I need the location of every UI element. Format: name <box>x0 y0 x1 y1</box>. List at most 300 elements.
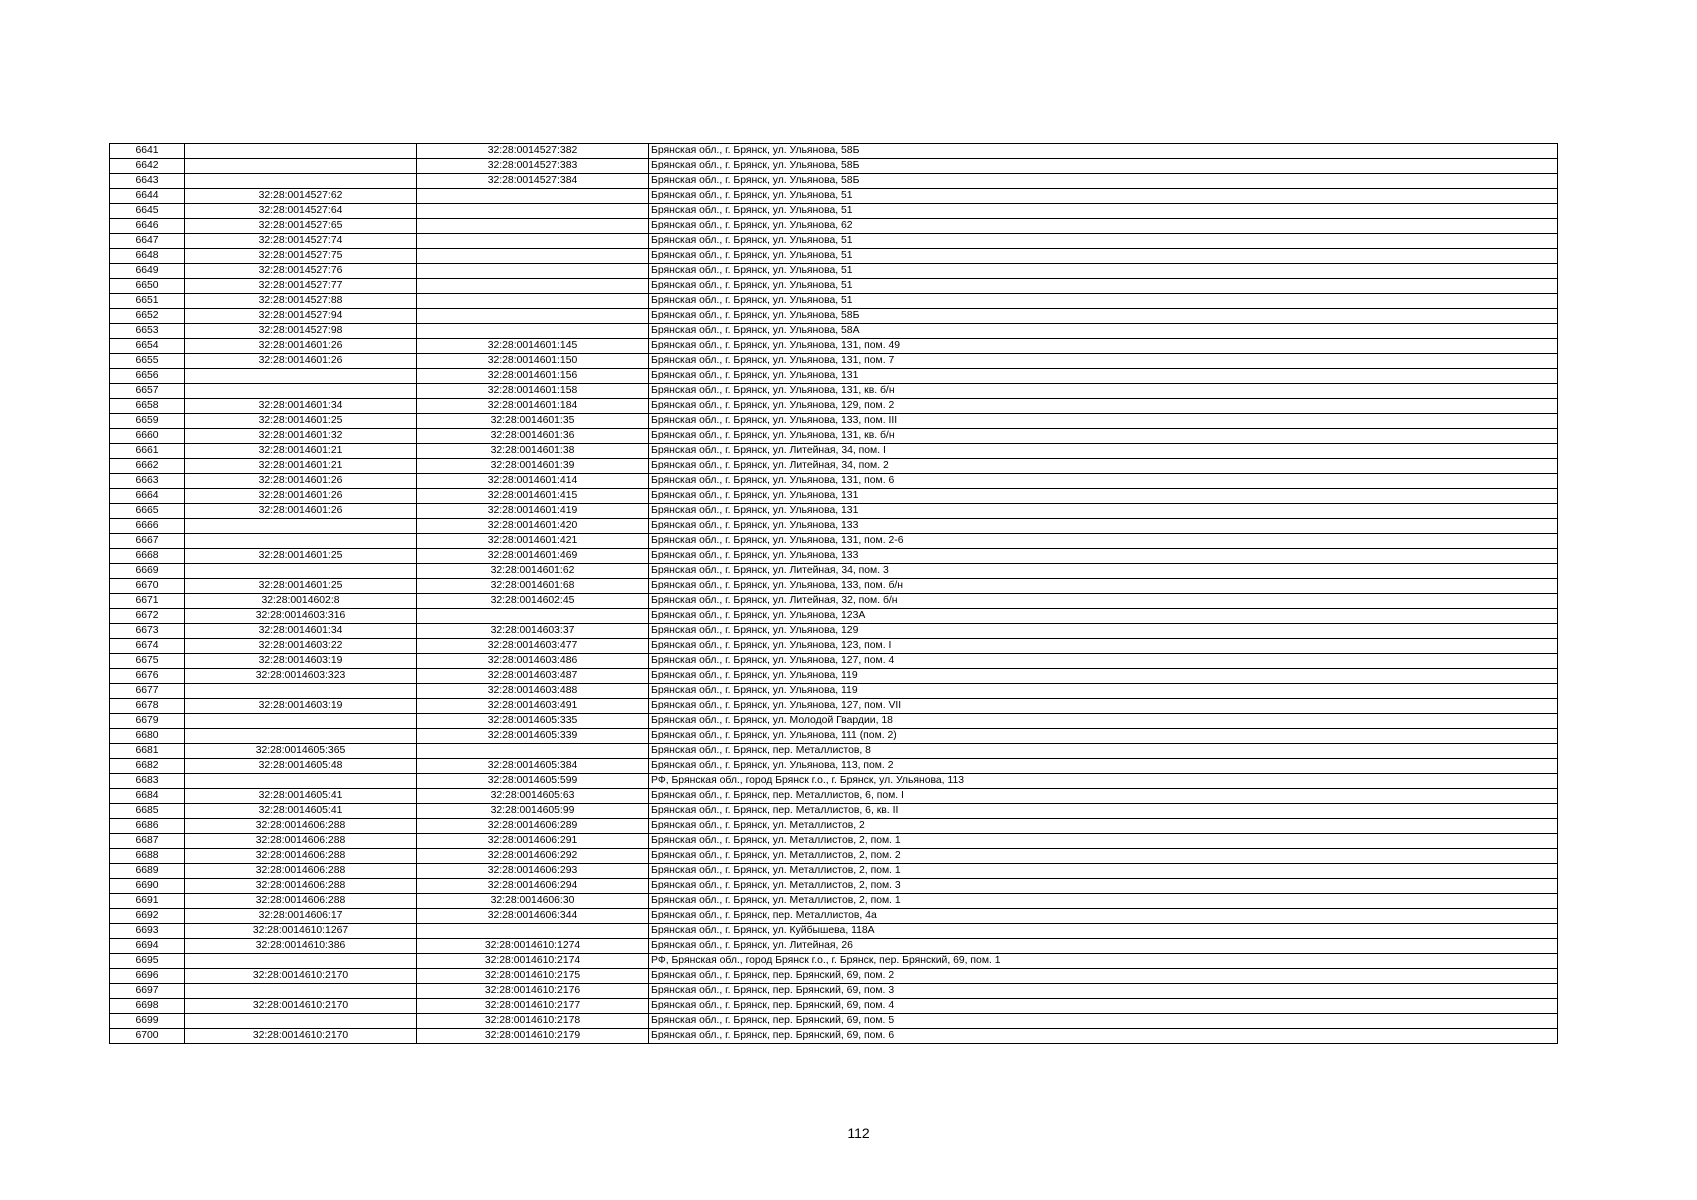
row-number-cell: 6648 <box>110 249 185 264</box>
row-number-cell: 6666 <box>110 519 185 534</box>
row-number-cell: 6646 <box>110 219 185 234</box>
table-row <box>110 549 1558 564</box>
land-cadastral-number-cell <box>185 564 417 579</box>
land-cadastral-number-cell <box>185 774 417 789</box>
land-cadastral-number-cell: 32:28:0014606:288 <box>185 849 417 864</box>
land-cadastral-number-cell <box>185 384 417 399</box>
table-row <box>110 294 1558 309</box>
table-row <box>110 774 1558 789</box>
table-row <box>110 744 1558 759</box>
row-number-cell: 6662 <box>110 459 185 474</box>
row-number-cell: 6643 <box>110 174 185 189</box>
land-cadastral-number-cell <box>185 984 417 999</box>
row-number-cell: 6667 <box>110 534 185 549</box>
row-number-cell: 6642 <box>110 159 185 174</box>
address-cell: Брянская обл., г. Брянск, ул. Ульянова, 51 <box>649 264 1558 279</box>
table-row <box>110 384 1558 399</box>
land-cadastral-number-cell: 32:28:0014605:365 <box>185 744 417 759</box>
land-cadastral-number-cell: 32:28:0014601:26 <box>185 354 417 369</box>
land-cadastral-number-cell: 32:28:0014601:25 <box>185 549 417 564</box>
row-number-cell: 6650 <box>110 279 185 294</box>
object-cadastral-number-cell: 32:28:0014601:35 <box>417 414 649 429</box>
table-row <box>110 624 1558 639</box>
row-number-cell: 6672 <box>110 609 185 624</box>
object-cadastral-number-cell: 32:28:0014610:1274 <box>417 939 649 954</box>
row-number-cell: 6657 <box>110 384 185 399</box>
object-cadastral-number-cell: 32:28:0014601:184 <box>417 399 649 414</box>
row-number-cell: 6677 <box>110 684 185 699</box>
address-cell: Брянская обл., г. Брянск, ул. Ульянова, 119 <box>649 684 1558 699</box>
object-cadastral-number-cell: 32:28:0014601:36 <box>417 429 649 444</box>
land-cadastral-number-cell: 32:28:0014603:323 <box>185 669 417 684</box>
object-cadastral-number-cell: 32:28:0014527:382 <box>417 144 649 159</box>
row-number-cell: 6676 <box>110 669 185 684</box>
row-number-cell: 6682 <box>110 759 185 774</box>
table-row <box>110 234 1558 249</box>
row-number-cell: 6689 <box>110 864 185 879</box>
object-cadastral-number-cell: 32:28:0014601:150 <box>417 354 649 369</box>
row-number-cell: 6683 <box>110 774 185 789</box>
object-cadastral-number-cell: 32:28:0014602:45 <box>417 594 649 609</box>
table-row <box>110 594 1558 609</box>
land-cadastral-number-cell <box>185 684 417 699</box>
object-cadastral-number-cell: 32:28:0014601:415 <box>417 489 649 504</box>
land-cadastral-number-cell: 32:28:0014610:1267 <box>185 924 417 939</box>
land-cadastral-number-cell: 32:28:0014606:288 <box>185 834 417 849</box>
land-cadastral-number-cell: 32:28:0014527:62 <box>185 189 417 204</box>
land-cadastral-number-cell <box>185 729 417 744</box>
address-cell: Брянская обл., г. Брянск, ул. Ульянова, 129, пом. 2 <box>649 399 1558 414</box>
object-cadastral-number-cell: 32:28:0014605:63 <box>417 789 649 804</box>
address-cell: Брянская обл., г. Брянск, ул. Ульянова, 62 <box>649 219 1558 234</box>
object-cadastral-number-cell: 32:28:0014605:339 <box>417 729 649 744</box>
object-cadastral-number-cell: 32:28:0014603:491 <box>417 699 649 714</box>
object-cadastral-number-cell: 32:28:0014606:289 <box>417 819 649 834</box>
address-cell: Брянская обл., г. Брянск, ул. Ульянова, 119 <box>649 669 1558 684</box>
address-cell: Брянская обл., г. Брянск, ул. Металлистов, 2, пом. 3 <box>649 879 1558 894</box>
object-cadastral-number-cell: 32:28:0014601:39 <box>417 459 649 474</box>
table-row <box>110 669 1558 684</box>
land-cadastral-number-cell <box>185 1014 417 1029</box>
table-row <box>110 504 1558 519</box>
row-number-cell: 6681 <box>110 744 185 759</box>
address-cell: Брянская обл., г. Брянск, пер. Брянский, 69, пом. 2 <box>649 969 1558 984</box>
object-cadastral-number-cell: 32:28:0014605:384 <box>417 759 649 774</box>
object-cadastral-number-cell: 32:28:0014610:2179 <box>417 1029 649 1044</box>
table-row <box>110 189 1558 204</box>
table-row <box>110 564 1558 579</box>
object-cadastral-number-cell: 32:28:0014603:487 <box>417 669 649 684</box>
row-number-cell: 6665 <box>110 504 185 519</box>
address-cell: Брянская обл., г. Брянск, ул. Ульянова, 58А <box>649 324 1558 339</box>
object-cadastral-number-cell: 32:28:0014610:2174 <box>417 954 649 969</box>
address-cell: Брянская обл., г. Брянск, ул. Ульянова, 123А <box>649 609 1558 624</box>
row-number-cell: 6692 <box>110 909 185 924</box>
row-number-cell: 6686 <box>110 819 185 834</box>
table-row <box>110 999 1558 1014</box>
object-cadastral-number-cell <box>417 219 649 234</box>
row-number-cell: 6654 <box>110 339 185 354</box>
address-cell: Брянская обл., г. Брянск, ул. Ульянова, 131, пом. 7 <box>649 354 1558 369</box>
address-cell: Брянская обл., г. Брянск, ул. Ульянова, 131, пом. 6 <box>649 474 1558 489</box>
table-row <box>110 804 1558 819</box>
row-number-cell: 6652 <box>110 309 185 324</box>
object-cadastral-number-cell: 32:28:0014601:420 <box>417 519 649 534</box>
object-cadastral-number-cell: 32:28:0014527:384 <box>417 174 649 189</box>
row-number-cell: 6651 <box>110 294 185 309</box>
address-cell: Брянская обл., г. Брянск, ул. Ульянова, 58Б <box>649 144 1558 159</box>
object-cadastral-number-cell: 32:28:0014527:383 <box>417 159 649 174</box>
land-cadastral-number-cell: 32:28:0014610:386 <box>185 939 417 954</box>
land-cadastral-number-cell: 32:28:0014601:26 <box>185 339 417 354</box>
address-cell: Брянская обл., г. Брянск, ул. Ульянова, 51 <box>649 294 1558 309</box>
table-row <box>110 309 1558 324</box>
table-row <box>110 879 1558 894</box>
table-row <box>110 714 1558 729</box>
row-number-cell: 6656 <box>110 369 185 384</box>
land-cadastral-number-cell <box>185 954 417 969</box>
land-cadastral-number-cell <box>185 174 417 189</box>
address-cell: Брянская обл., г. Брянск, ул. Металлистов, 2, пом. 1 <box>649 864 1558 879</box>
object-cadastral-number-cell <box>417 609 649 624</box>
object-cadastral-number-cell: 32:28:0014610:2177 <box>417 999 649 1014</box>
row-number-cell: 6653 <box>110 324 185 339</box>
address-cell: Брянская обл., г. Брянск, ул. Ульянова, 133 <box>649 549 1558 564</box>
land-cadastral-number-cell: 32:28:0014610:2170 <box>185 1029 417 1044</box>
land-cadastral-number-cell <box>185 144 417 159</box>
row-number-cell: 6685 <box>110 804 185 819</box>
address-cell: Брянская обл., г. Брянск, ул. Металлистов, 2 <box>649 819 1558 834</box>
address-cell: Брянская обл., г. Брянск, ул. Литейная, 26 <box>649 939 1558 954</box>
table-row <box>110 249 1558 264</box>
row-number-cell: 6645 <box>110 204 185 219</box>
land-cadastral-number-cell: 32:28:0014603:316 <box>185 609 417 624</box>
land-cadastral-number-cell: 32:28:0014605:41 <box>185 789 417 804</box>
row-number-cell: 6696 <box>110 969 185 984</box>
address-cell: Брянская обл., г. Брянск, ул. Ульянова, 58Б <box>649 174 1558 189</box>
address-cell: Брянская обл., г. Брянск, ул. Ульянова, 133, пом. III <box>649 414 1558 429</box>
table-row <box>110 414 1558 429</box>
land-cadastral-number-cell: 32:28:0014606:288 <box>185 819 417 834</box>
table-row <box>110 819 1558 834</box>
address-cell: Брянская обл., г. Брянск, ул. Ульянова, 51 <box>649 234 1558 249</box>
table-row <box>110 264 1558 279</box>
land-cadastral-number-cell: 32:28:0014601:26 <box>185 504 417 519</box>
table-row <box>110 924 1558 939</box>
address-cell: Брянская обл., г. Брянск, ул. Ульянова, 58Б <box>649 159 1558 174</box>
row-number-cell: 6688 <box>110 849 185 864</box>
object-cadastral-number-cell: 32:28:0014601:414 <box>417 474 649 489</box>
table-row <box>110 954 1558 969</box>
page-number: 112 <box>847 1125 870 1141</box>
table-row <box>110 639 1558 654</box>
object-cadastral-number-cell: 32:28:0014603:37 <box>417 624 649 639</box>
object-cadastral-number-cell: 32:28:0014606:30 <box>417 894 649 909</box>
land-cadastral-number-cell: 32:28:0014610:2170 <box>185 969 417 984</box>
object-cadastral-number-cell: 32:28:0014603:486 <box>417 654 649 669</box>
table-row <box>110 519 1558 534</box>
address-cell: Брянская обл., г. Брянск, ул. Литейная, 34, пом. I <box>649 444 1558 459</box>
row-number-cell: 6690 <box>110 879 185 894</box>
land-cadastral-number-cell: 32:28:0014527:94 <box>185 309 417 324</box>
land-cadastral-number-cell: 32:28:0014527:74 <box>185 234 417 249</box>
land-cadastral-number-cell: 32:28:0014601:34 <box>185 624 417 639</box>
object-cadastral-number-cell: 32:28:0014610:2175 <box>417 969 649 984</box>
address-cell: Брянская обл., г. Брянск, ул. Ульянова, 131, пом. 2-6 <box>649 534 1558 549</box>
object-cadastral-number-cell: 32:28:0014610:2178 <box>417 1014 649 1029</box>
land-cadastral-number-cell: 32:28:0014527:65 <box>185 219 417 234</box>
registry-table-body <box>110 144 1558 1044</box>
object-cadastral-number-cell: 32:28:0014610:2176 <box>417 984 649 999</box>
address-cell: Брянская обл., г. Брянск, ул. Литейная, 32, пом. б/н <box>649 594 1558 609</box>
land-cadastral-number-cell: 32:28:0014601:26 <box>185 489 417 504</box>
land-cadastral-number-cell <box>185 369 417 384</box>
table-row <box>110 894 1558 909</box>
row-number-cell: 6691 <box>110 894 185 909</box>
land-cadastral-number-cell: 32:28:0014603:22 <box>185 639 417 654</box>
address-cell: Брянская обл., г. Брянск, пер. Брянский, 69, пом. 4 <box>649 999 1558 1014</box>
address-cell: Брянская обл., г. Брянск, ул. Ульянова, 51 <box>649 279 1558 294</box>
land-cadastral-number-cell: 32:28:0014605:48 <box>185 759 417 774</box>
address-cell: Брянская обл., г. Брянск, пер. Брянский, 69, пом. 6 <box>649 1029 1558 1044</box>
address-cell: Брянская обл., г. Брянск, ул. Куйбышева, 118А <box>649 924 1558 939</box>
table-row <box>110 609 1558 624</box>
object-cadastral-number-cell: 32:28:0014601:158 <box>417 384 649 399</box>
address-cell: Брянская обл., г. Брянск, ул. Ульянова, 123, пом. I <box>649 639 1558 654</box>
row-number-cell: 6684 <box>110 789 185 804</box>
object-cadastral-number-cell: 32:28:0014603:488 <box>417 684 649 699</box>
table-row <box>110 444 1558 459</box>
land-cadastral-number-cell <box>185 159 417 174</box>
table-row <box>110 654 1558 669</box>
address-cell: Брянская обл., г. Брянск, ул. Ульянова, 131 <box>649 369 1558 384</box>
table-row <box>110 144 1558 159</box>
table-row <box>110 369 1558 384</box>
address-cell: Брянская обл., г. Брянск, ул. Ульянова, 127, пом. VII <box>649 699 1558 714</box>
address-cell: Брянская обл., г. Брянск, ул. Молодой Гвардии, 18 <box>649 714 1558 729</box>
object-cadastral-number-cell: 32:28:0014601:62 <box>417 564 649 579</box>
row-number-cell: 6663 <box>110 474 185 489</box>
address-cell: Брянская обл., г. Брянск, ул. Ульянова, 131 <box>649 504 1558 519</box>
land-cadastral-number-cell: 32:28:0014601:26 <box>185 474 417 489</box>
row-number-cell: 6695 <box>110 954 185 969</box>
land-cadastral-number-cell: 32:28:0014601:34 <box>185 399 417 414</box>
registry-table <box>109 143 1558 1044</box>
address-cell: Брянская обл., г. Брянск, ул. Литейная, 34, пом. 2 <box>649 459 1558 474</box>
land-cadastral-number-cell: 32:28:0014527:88 <box>185 294 417 309</box>
row-number-cell: 6641 <box>110 144 185 159</box>
table-row <box>110 339 1558 354</box>
table-row <box>110 939 1558 954</box>
land-cadastral-number-cell: 32:28:0014601:21 <box>185 459 417 474</box>
address-cell: Брянская обл., г. Брянск, ул. Литейная, 34, пом. 3 <box>649 564 1558 579</box>
table-row <box>110 684 1558 699</box>
table-row <box>110 969 1558 984</box>
land-cadastral-number-cell: 32:28:0014601:25 <box>185 414 417 429</box>
address-cell: Брянская обл., г. Брянск, ул. Ульянова, 113, пом. 2 <box>649 759 1558 774</box>
object-cadastral-number-cell <box>417 309 649 324</box>
address-cell: Брянская обл., г. Брянск, ул. Ульянова, 51 <box>649 249 1558 264</box>
land-cadastral-number-cell: 32:28:0014527:76 <box>185 264 417 279</box>
table-row <box>110 429 1558 444</box>
object-cadastral-number-cell: 32:28:0014606:291 <box>417 834 649 849</box>
row-number-cell: 6670 <box>110 579 185 594</box>
row-number-cell: 6664 <box>110 489 185 504</box>
row-number-cell: 6660 <box>110 429 185 444</box>
table-row <box>110 1029 1558 1044</box>
object-cadastral-number-cell <box>417 324 649 339</box>
row-number-cell: 6655 <box>110 354 185 369</box>
address-cell: Брянская обл., г. Брянск, пер. Брянский, 69, пом. 5 <box>649 1014 1558 1029</box>
address-cell: Брянская обл., г. Брянск, ул. Ульянова, 131 <box>649 489 1558 504</box>
object-cadastral-number-cell <box>417 249 649 264</box>
land-cadastral-number-cell <box>185 714 417 729</box>
row-number-cell: 6700 <box>110 1029 185 1044</box>
land-cadastral-number-cell <box>185 519 417 534</box>
land-cadastral-number-cell: 32:28:0014610:2170 <box>185 999 417 1014</box>
object-cadastral-number-cell: 32:28:0014601:145 <box>417 339 649 354</box>
row-number-cell: 6680 <box>110 729 185 744</box>
address-cell: Брянская обл., г. Брянск, пер. Металлистов, 8 <box>649 744 1558 759</box>
object-cadastral-number-cell: 32:28:0014601:419 <box>417 504 649 519</box>
table-row <box>110 354 1558 369</box>
row-number-cell: 6669 <box>110 564 185 579</box>
object-cadastral-number-cell: 32:28:0014606:293 <box>417 864 649 879</box>
address-cell: Брянская обл., г. Брянск, ул. Металлистов, 2, пом. 2 <box>649 849 1558 864</box>
land-cadastral-number-cell: 32:28:0014527:77 <box>185 279 417 294</box>
address-cell: Брянская обл., г. Брянск, ул. Ульянова, 127, пом. 4 <box>649 654 1558 669</box>
row-number-cell: 6698 <box>110 999 185 1014</box>
land-cadastral-number-cell <box>185 534 417 549</box>
row-number-cell: 6678 <box>110 699 185 714</box>
object-cadastral-number-cell: 32:28:0014605:335 <box>417 714 649 729</box>
land-cadastral-number-cell: 32:28:0014527:98 <box>185 324 417 339</box>
table-row <box>110 204 1558 219</box>
object-cadastral-number-cell <box>417 924 649 939</box>
row-number-cell: 6679 <box>110 714 185 729</box>
object-cadastral-number-cell: 32:28:0014601:469 <box>417 549 649 564</box>
address-cell: Брянская обл., г. Брянск, ул. Ульянова, 51 <box>649 204 1558 219</box>
row-number-cell: 6661 <box>110 444 185 459</box>
land-cadastral-number-cell: 32:28:0014603:19 <box>185 699 417 714</box>
land-cadastral-number-cell: 32:28:0014601:32 <box>185 429 417 444</box>
table-row <box>110 699 1558 714</box>
object-cadastral-number-cell: 32:28:0014601:421 <box>417 534 649 549</box>
land-cadastral-number-cell: 32:28:0014602:8 <box>185 594 417 609</box>
address-cell: Брянская обл., г. Брянск, ул. Металлистов, 2, пом. 1 <box>649 894 1558 909</box>
address-cell: Брянская обл., г. Брянск, пер. Металлистов, 6, кв. II <box>649 804 1558 819</box>
address-cell: Брянская обл., г. Брянск, ул. Ульянова, 129 <box>649 624 1558 639</box>
row-number-cell: 6671 <box>110 594 185 609</box>
table-row <box>110 219 1558 234</box>
address-cell: Брянская обл., г. Брянск, ул. Ульянова, 51 <box>649 189 1558 204</box>
address-cell: Брянская обл., г. Брянск, ул. Металлистов, 2, пом. 1 <box>649 834 1558 849</box>
table-row <box>110 789 1558 804</box>
land-cadastral-number-cell: 32:28:0014606:288 <box>185 864 417 879</box>
row-number-cell: 6699 <box>110 1014 185 1029</box>
object-cadastral-number-cell: 32:28:0014601:38 <box>417 444 649 459</box>
row-number-cell: 6687 <box>110 834 185 849</box>
table-row <box>110 399 1558 414</box>
land-cadastral-number-cell: 32:28:0014606:288 <box>185 879 417 894</box>
object-cadastral-number-cell: 32:28:0014605:99 <box>417 804 649 819</box>
table-row <box>110 1014 1558 1029</box>
row-number-cell: 6647 <box>110 234 185 249</box>
table-row <box>110 834 1558 849</box>
land-cadastral-number-cell: 32:28:0014527:75 <box>185 249 417 264</box>
object-cadastral-number-cell <box>417 744 649 759</box>
object-cadastral-number-cell: 32:28:0014606:294 <box>417 879 649 894</box>
table-row <box>110 534 1558 549</box>
table-row <box>110 909 1558 924</box>
address-cell: Брянская обл., г. Брянск, ул. Ульянова, 58Б <box>649 309 1558 324</box>
row-number-cell: 6649 <box>110 264 185 279</box>
object-cadastral-number-cell: 32:28:0014606:292 <box>417 849 649 864</box>
address-cell: Брянская обл., г. Брянск, ул. Ульянова, 133 <box>649 519 1558 534</box>
land-cadastral-number-cell: 32:28:0014606:17 <box>185 909 417 924</box>
land-cadastral-number-cell: 32:28:0014601:21 <box>185 444 417 459</box>
table-row <box>110 459 1558 474</box>
address-cell: Брянская обл., г. Брянск, пер. Металлистов, 4а <box>649 909 1558 924</box>
object-cadastral-number-cell <box>417 279 649 294</box>
object-cadastral-number-cell <box>417 264 649 279</box>
row-number-cell: 6659 <box>110 414 185 429</box>
table-row <box>110 579 1558 594</box>
table-row <box>110 279 1558 294</box>
object-cadastral-number-cell <box>417 234 649 249</box>
object-cadastral-number-cell: 32:28:0014601:156 <box>417 369 649 384</box>
table-row <box>110 759 1558 774</box>
table-row <box>110 474 1558 489</box>
address-cell: Брянская обл., г. Брянск, пер. Металлистов, 6, пом. I <box>649 789 1558 804</box>
table-row <box>110 324 1558 339</box>
land-cadastral-number-cell: 32:28:0014601:25 <box>185 579 417 594</box>
table-row <box>110 159 1558 174</box>
land-cadastral-number-cell: 32:28:0014527:64 <box>185 204 417 219</box>
object-cadastral-number-cell: 32:28:0014605:599 <box>417 774 649 789</box>
row-number-cell: 6674 <box>110 639 185 654</box>
row-number-cell: 6658 <box>110 399 185 414</box>
row-number-cell: 6697 <box>110 984 185 999</box>
table-row <box>110 174 1558 189</box>
object-cadastral-number-cell: 32:28:0014603:477 <box>417 639 649 654</box>
row-number-cell: 6673 <box>110 624 185 639</box>
address-cell: Брянская обл., г. Брянск, пер. Брянский, 69, пом. 3 <box>649 984 1558 999</box>
row-number-cell: 6675 <box>110 654 185 669</box>
object-cadastral-number-cell: 32:28:0014606:344 <box>417 909 649 924</box>
object-cadastral-number-cell <box>417 204 649 219</box>
address-cell: РФ, Брянская обл., город Брянск г.о., г. Брянск, ул. Ульянова, 113 <box>649 774 1558 789</box>
object-cadastral-number-cell <box>417 189 649 204</box>
address-cell: Брянская обл., г. Брянск, ул. Ульянова, 133, пом. б/н <box>649 579 1558 594</box>
land-cadastral-number-cell: 32:28:0014603:19 <box>185 654 417 669</box>
address-cell: Брянская обл., г. Брянск, ул. Ульянова, 131, кв. б/н <box>649 384 1558 399</box>
row-number-cell: 6693 <box>110 924 185 939</box>
row-number-cell: 6644 <box>110 189 185 204</box>
table-row <box>110 984 1558 999</box>
object-cadastral-number-cell: 32:28:0014601:68 <box>417 579 649 594</box>
table-row <box>110 849 1558 864</box>
land-cadastral-number-cell: 32:28:0014605:41 <box>185 804 417 819</box>
address-cell: Брянская обл., г. Брянск, ул. Ульянова, 131, пом. 49 <box>649 339 1558 354</box>
address-cell: Брянская обл., г. Брянск, ул. Ульянова, 131, кв. б/н <box>649 429 1558 444</box>
table-row <box>110 864 1558 879</box>
address-cell: РФ, Брянская обл., город Брянск г.о., г. Брянск, пер. Брянский, 69, пом. 1 <box>649 954 1558 969</box>
land-cadastral-number-cell: 32:28:0014606:288 <box>185 894 417 909</box>
table-row <box>110 489 1558 504</box>
row-number-cell: 6668 <box>110 549 185 564</box>
object-cadastral-number-cell <box>417 294 649 309</box>
